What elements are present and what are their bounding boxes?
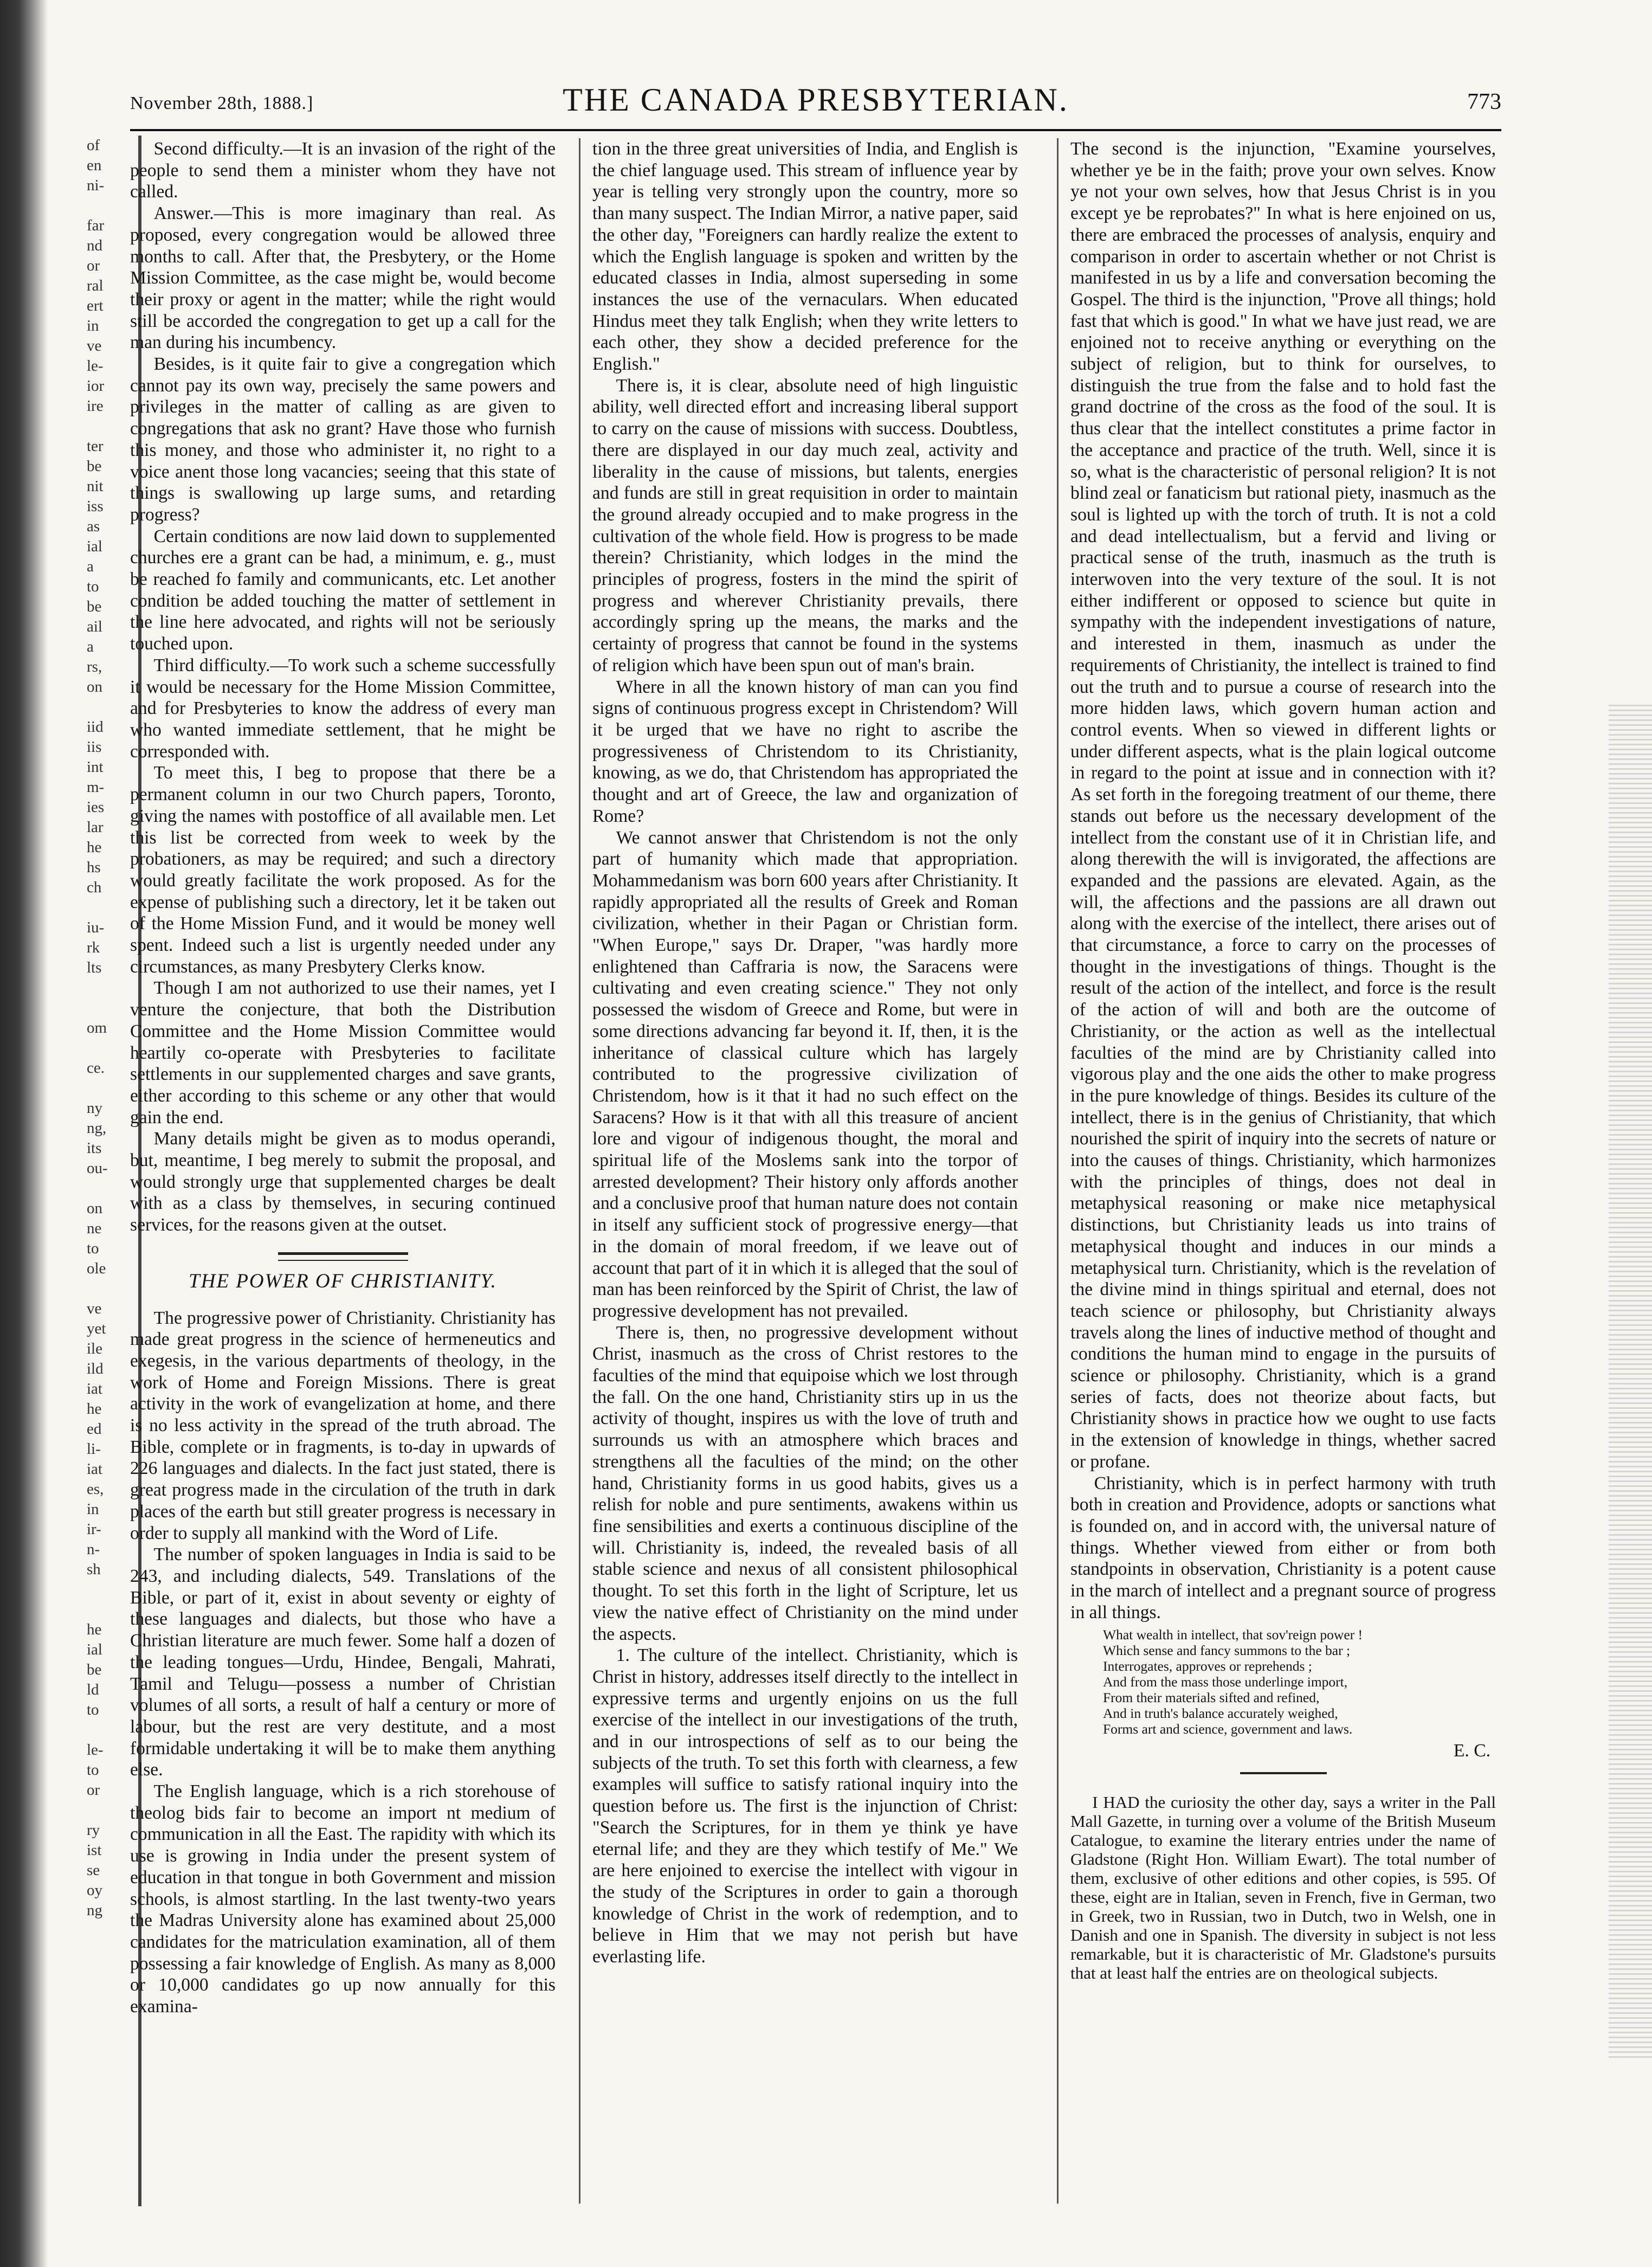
margin-fragment: ert [87,297,104,314]
margin-fragment: se [87,1862,100,1879]
margin-fragment: ial [87,1641,102,1658]
margin-fragment: rk [87,939,100,956]
paragraph: The second is the injunction, "Examine yourselves, whether ye be in the faith; prove your own selves. Know ye not your own selves, how that Jesus Christ is in you except ye be reprobates?" In what is here enjoined on us, there are embraced the processes of analysis, enquiry and comparison in order to ascertain whether or not Christ is manifested in us by a life and conversation becoming the Gospel. The third is the injunction, "Prove all things; hold fast that which is good." In what we have just read, we are enjoined not to receive anything or everything on the subject of religion, but to think for ourselves, to distinguish the true from the false and to hold fast the grand doctrine of the cross as the food of the soul. It is thus clear that the intellect constitutes a prime factor in the acceptance and practice of the truth. Well, since it is so, what is the characteristic of personal religion? It is not blind zeal or fanaticism but rational piety, inasmuch as the soul is lighted up with the torch of truth. It is not a cold and dead intellectualism, but a fervid and living or practical sense of the truth, inasmuch as the truth is interwoven into the very texture of the soul. It is not either indifferent or opposed to science but quite in sympathy with the independent investigations of nature, and interested in them, inasmuch as under the requirements of Christianity, the intellect is trained to find out the truth and to pursue a course of research into the more hidden laws, which govern human action and control events. When so viewed in different lights or under different aspects, what is the plain logical outcome in regard to the point at issue and in connection with it? As set forth in the foregoing treatment of our theme, there stands out before us the necessary development of the intellect from the constant use of it in Christian life, and along therewith the will is invigorated, the affections are expanded and the passions are elevated. Again, as the will, the affections and the passions are all drawn out along with the exercise of the intellect, there arises out of that circumstance, a force to carry on the processes of thought in the investigations of things. Thought is the result of the action of the intellect, and force is the result of the action of will and both are the outcome of Christianity, or the action as well as the intellectual faculties of the mind are by Christianity called into vigorous play and the one aids the other to make progress in the pure knowledge of things. Besides its culture of the intellect, there is in the genius of Christianity, that which nourished the spirit of inquiry into the secrets of nature or into the causes of things. Christianity, which harmonizes with the principles of things, does not deal in metaphysical reasoning or make nice metaphysical distinctions, but Christianity leads us into trains of metaphysical thought and induces in our minds a metaphysical turn. Christianity, which is the revelation of the divine mind in things spiritual and eternal, does not teach science or philosophy, but Christianity always travels along the lines of inductive method of thought and conditions the human mind to engage in the pursuits of science or philosophy. Christianity, which is a grand series of facts, does not theorize about facts, but Christianity shows in practice how we ought to use facts in the extension of knowledge in things, whether sacred or profane. [1070,139,1496,1472]
margin-fragment: ry [87,1821,100,1839]
margin-fragment: or [87,257,100,274]
margin-fragment: be [87,598,102,615]
poem-line: Which sense and fancy summons to the bar ; [1103,1642,1351,1658]
margin-fragment: ce. [87,1059,105,1077]
margin-fragment: li- [87,1440,101,1458]
margin-fragment: he [87,839,102,856]
article-divider [278,1252,408,1261]
article-title: THE POWER OF CHRISTIANITY. [189,1270,497,1292]
margin-fragment: far [87,217,105,234]
article-divider [1240,1772,1327,1776]
margin-fragment: m- [87,778,105,796]
margin-fragment: as [87,518,100,535]
paragraph: Many details might be given as to modus operandi, but, meantime, I beg merely to submit the proposal, and would strongly urge that supplemented charges be dealt with as a class by themselves, in securing continued services, for the reasons given at the outset. [130,1129,556,1235]
margin-fragment: iat [87,1460,102,1478]
paragraph: Answer.—This is more imaginary than real. As proposed, every congregation would be allowed three months to call. After that, the Presbytery, or the Home Mission Committee, as the case might be, would become their proxy or agent in the matter; while the right would still be accorded the congregation to get up a call for the man during his incumbency. [130,203,556,353]
margin-fragment: ve [87,337,102,355]
margin-fragment: oy [87,1882,102,1899]
poem-line: Interrogates, approves or reprehends ; [1103,1658,1312,1674]
paragraph: There is, then, no progressive development without Christ, inasmuch as the cross of Christ restores to the faculties of the mind that equipoise which we lost through the fall. On the one hand, Christianity stirs up in us the activity of thought, inspires us with the love of truth and surrounds us with an atmosphere which braces and strengthens all the faculties of the mind; on the other hand, Christianity forms in us good habits, gives us a relish for noble and pure sentiments, awakens within us fine sensibilities and exerts a continuous discipline of the will. Christianity is, indeed, the revealed basis of all stable science and nexus of all consistent philosophical thought. To set this forth in the light of Scripture, let us view the native effect of Christianity on the mind under the aspects. [592,1322,1018,1644]
margin-fragment: to [87,1240,99,1257]
margin-fragment: iis [87,738,102,756]
margin-fragment: a [87,638,94,655]
margin-fragment: be [87,1661,102,1678]
column-rule [1057,138,1059,2204]
column-3 [1070,138,1496,2198]
paragraph: The progressive power of Christianity. Christianity has made great progress in the science of hermeneutics and exegesis, in the various departments of theology, in the work of Home and Foreign Missions. There is great activity in the work of evangelization at home, and there is no less activity in the spread of the truth abroad. The Bible, complete or in fragments, is to-day in upwards of 226 languages and dialects. In the fact just stated, there is great progress made in the circulation of the truth in dark places of the earth but still greater progress is necessary in order to supply all mankind with the Word of Life. [130,1308,556,1543]
margin-fragment: le- [87,357,104,375]
margin-fragment: ild [87,1360,104,1377]
paragraph: Besides, is it quite fair to give a congregation which cannot pay its own way, precisely the same powers and privileges in the matter of calling as are given to congregations that ask no grant? Have those who furnish this money, and those who administer it, no right to a voice anent those long vacancies; seeing that this state of things is swallowing up large sums, and retarding progress? [130,354,556,525]
margin-fragment: he [87,1621,102,1638]
margin-fragment: iss [87,498,104,515]
margin-fragment: be [87,458,102,475]
margin-fragment: ir- [87,1521,101,1538]
paragraph: Second difficulty.—It is an invasion of the right of the people to send them a minister whom they have not called. [130,139,556,202]
paragraph: Though I am not authorized to use their names, yet I venture the conjecture, that both the Distribution Committee and the Home Mission Committee would heartily co-operate with Presbyteries to facilitate settlements in our supplemented charges and save grants, either according to this scheme or any other that would gain the end. [130,978,556,1128]
margin-fragment: ng [87,1902,102,1919]
margin-fragment: n- [87,1541,100,1558]
margin-fragment: in [87,1500,99,1518]
margin-fragment: iat [87,1380,102,1397]
header-date: November 28th, 1888.] [130,93,314,113]
paragraph: Where in all the known history of man can you find signs of continuous progress except in Christendom? Will it be urged that we have no right to ascribe the progressiveness of Christendom to its Christianity, knowing, as we do, that Christendom has appropriated the thought and art of Greece, the law and organization of Rome? [592,677,1018,826]
margin-fragment: ny [87,1099,102,1117]
margin-fragment: lar [87,819,104,836]
poem-line: Forms art and science, government and laws. [1103,1721,1353,1737]
margin-fragment: nit [87,478,104,495]
margin-fragment: a [87,558,94,575]
header-rule [130,129,1501,131]
margin-fragment: ed [87,1420,102,1438]
poem-line: And in truth's balance accurately weighed, [1103,1705,1338,1721]
margin-fragment: en [87,157,102,174]
signature: E. C. [1453,1740,1490,1761]
paragraph: Christianity, which is in perfect harmony with truth both in creation and Providence, adopts or sanctions what is founded on, and in accord with, the universal nature of things. Whether viewed from either or from both standpoints in observation, Christianity is a potent cause in the march of intellect and a pregnant source of progress in all things. [1070,1473,1496,1622]
margin-fragment: nd [87,237,102,254]
paragraph: tion in the three great universities of India, and English is the chief language used. This stream of influence year by year is telling very strongly upon the country, more so than many suspect. The Indian Mirror, a native paper, said the other day, "Foreigners can hardly realize the extent to which the English language is spoken and written by the educated classes in India, almost superseding in some instances the use of the vernaculars. When educated Hindus meet they talk English; when they write letters to each other, they show a decided preference for the English." [592,139,1018,375]
margin-fragment: rs, [87,658,102,675]
margin-fragment: he [87,1400,102,1418]
masthead-title: THE CANADA PRESBYTERIAN. [563,82,1069,118]
page-header [130,81,1501,130]
column-rule [579,138,580,2204]
margin-fragment: on [87,678,102,695]
margin-fragment: ng, [87,1119,107,1137]
margin-fragment: to [87,1701,99,1718]
paragraph: There is, it is clear, absolute need of high linguistic ability, well directed effort and increasing liberal support to carry on the cause of missions with success. Doubtless, there are displayed in our day much zeal, activity and liberality in the cause of missions, but talents, energies and funds are still in great requisition in order to maintain the ground already occupied and to make progress in the cultivation of the whole field. How is progress to be made therein? Christianity, which lodges in the mind the principles of progress, fosters in the mind the spirit of progress and wherever Christianity prevails, there accordingly spring up the means, the marks and the certainty of progress that cannot be found in the systems of religion which have been spun out of man's brain. [592,375,1018,675]
column-2 [592,138,1018,2198]
margin-fragment: ior [87,377,105,395]
paragraph: The number of spoken languages in India is said to be 243, and including dialects, 549. Translations of the Bible, or part of it, exist in about seventy or eighty of these languages and dialects, but those who have a Christian literature are much fewer. Some half a dozen of the leading tongues—Urdu, Hindee, Bengali, Mahrati, Tamil and Telugu—possess a number of Christian volumes of all sorts, a result of half a century or more of labour, but the rest are very destitute, and a most formidable undertaking it will be to make them anything else. [130,1544,556,1780]
margin-fragment: or [87,1781,100,1799]
margin-fragment: ni- [87,177,105,194]
paragraph: 1. The culture of the intellect. Christianity, which is Christ in history, addresses itself directly to the intellect in expressive terms and urgently enjoins on us the full exercise of the intellect in our investigations of the truth, and in our introspections of self as to our being the subjects of the truth. To set this forth with clearness, a few examples will suffice to satisfy rational inquiry into the question before us. The first is the injunction of Christ: "Search the Scriptures, for in them ye think ye have eternal life; and they are they which testify of Me." We are here enjoined to exercise the intellect with vigour in the study of the Scriptures in order to gain a thorough knowledge of Christ in the work of redemption, and to believe in Him that we may not perish but have everlasting life. [592,1645,1018,1967]
margin-fragment: int [87,758,104,776]
margin-fragment: om [87,1019,107,1036]
margin-fragment: hs [87,859,101,876]
paragraph: To meet this, I beg to propose that there be a permanent column in our two Church papers, Toronto, giving the names with postoffice of all available men. Let this list be corrected from week to week by the probationers, as may be required; and such a directory would greatly facilitate the work proposed. As for the expense of publishing such a directory, let it be taken out of the Home Mission Fund, and it would be money well spent. Indeed such a list is urgently needed under any circumstances, as many Presbytery Clerks know. [130,763,556,977]
margin-fragment: lts [87,959,102,976]
margin-fragment: iid [87,718,104,736]
page-number: 773 [1467,89,1501,114]
margin-fragment: ist [87,1841,102,1859]
margin-fragment: ies [87,798,105,816]
margin-fragment: iu- [87,919,105,936]
margin-fragment: ail [87,618,102,635]
margin-fragment: es, [87,1480,104,1498]
paragraph: I HAD the curiosity the other day, says a writer in the Pall Mall Gazette, in turning over a volume of the British Museum Catalogue, to examine the literary entries under the name of Gladstone (Right Hon. William Ewart). The total number of them, exclusive of other editions and other copies, is 595. Of these, eight are in Italian, seven in French, five in German, two in Greek, two in Russian, two in Dutch, two in Welsh, one in Danish and one in Spanish. The diversity in subject is not less remarkable, but it is characteristic of Mr. Gladstone's pursuits that at least half the entries are on theological subjects. [1070,1793,1496,1983]
column-1 [130,138,556,2198]
margin-fragment: ne [87,1220,102,1237]
paragraph: Third difficulty.—To work such a scheme successfully it would be necessary for the Home Mission Committee, and for Presbyteries to know the address of every man who wanted immediate settlement, that he might be corresponded with. [130,655,556,762]
margin-fragment: ou- [87,1160,108,1177]
margin-fragment: ter [87,437,104,455]
poem [1103,1627,1496,1737]
margin-fragment: ch [87,879,102,896]
margin-fragment: sh [87,1561,101,1578]
margin-fragment: ld [87,1681,99,1698]
margin-fragment: of [87,137,100,154]
margin-fragment: on [87,1200,102,1217]
poem-line: From their materials sifted and refined, [1103,1689,1320,1705]
margin-fragment: ire [87,397,104,415]
news-note [1070,1793,1496,1982]
margin-fragment: in [87,317,99,334]
paragraph: The English language, which is a rich storehouse of theolog bids fair to become an import nt medium of communication in all the East. The rapidity with which its use is growing in India under the present system of education in that tongue in both Government and mission schools, is almost startling. In the last twenty-two years the Madras University alone has examined about 25,000 candidates for the matriculation examination, all of them possessing a fair knowledge of English. As many as 8,000 or 10,000 candidates go up now annually for this examina- [130,1781,556,2017]
margin-fragment: ial [87,538,102,555]
paragraph: Certain conditions are now laid down to supplemented churches ere a grant can be had, a minimum, e. g., must be reached fo family and communicants, etc. Let another condition be added touching the matter of settlement in the line here advocated, and rights will not be seriously touched upon. [130,526,556,654]
margin-fragment: ile [87,1340,102,1357]
binding-edge [0,0,48,2267]
margin-fragment: its [87,1139,102,1157]
poem-line: And from the mass those underlinge import, [1103,1673,1348,1690]
margin-fragment: ve [87,1300,102,1317]
margin-fragment: to [87,578,99,595]
margin-fragment: ole [87,1260,106,1277]
margin-fragment: le- [87,1741,104,1759]
margin-fragment: ral [87,277,104,294]
margin-fragment: to [87,1761,99,1779]
paragraph: We cannot answer that Christendom is not the only part of humanity which made that appropriation. Mohammedanism was born 600 years after Christianity. It rapidly appropriated all the results of Greek and Roman civilization, whether in their Pagan or Christian form. "When Europe," says Dr. Draper, "was hardly more enlightened than Caffraria is now, the Saracens were cultivating and even creating science." They not only possessed the wisdom of Greece and Rome, but were in some directions advancing far beyond it. If, then, it is the inheritance of classical culture which has largely contributed to the progressive civilization of Christendom, how is it that it had no such effect on the Saracens? How is it that with all this treasure of ancient lore and vigour of indigenous thought, the moral and spiritual life of the Moslems sank into the torpor of arrested development? Their history only affords another and a conclusive proof that human nature does not contain in itself any sufficient stock of progressive energy—that in the domain of moral freedom, if we leave out of account that part of it in which it is alleged that the soul of man has been reinforced by the Spirit of Christ, the law of progressive development has not prevailed. [592,827,1018,1321]
poem-line: What wealth in intellect, that sov'reign power ! [1103,1626,1363,1643]
margin-fragment: yet [87,1320,106,1337]
page-edge-texture [1609,705,1652,2060]
